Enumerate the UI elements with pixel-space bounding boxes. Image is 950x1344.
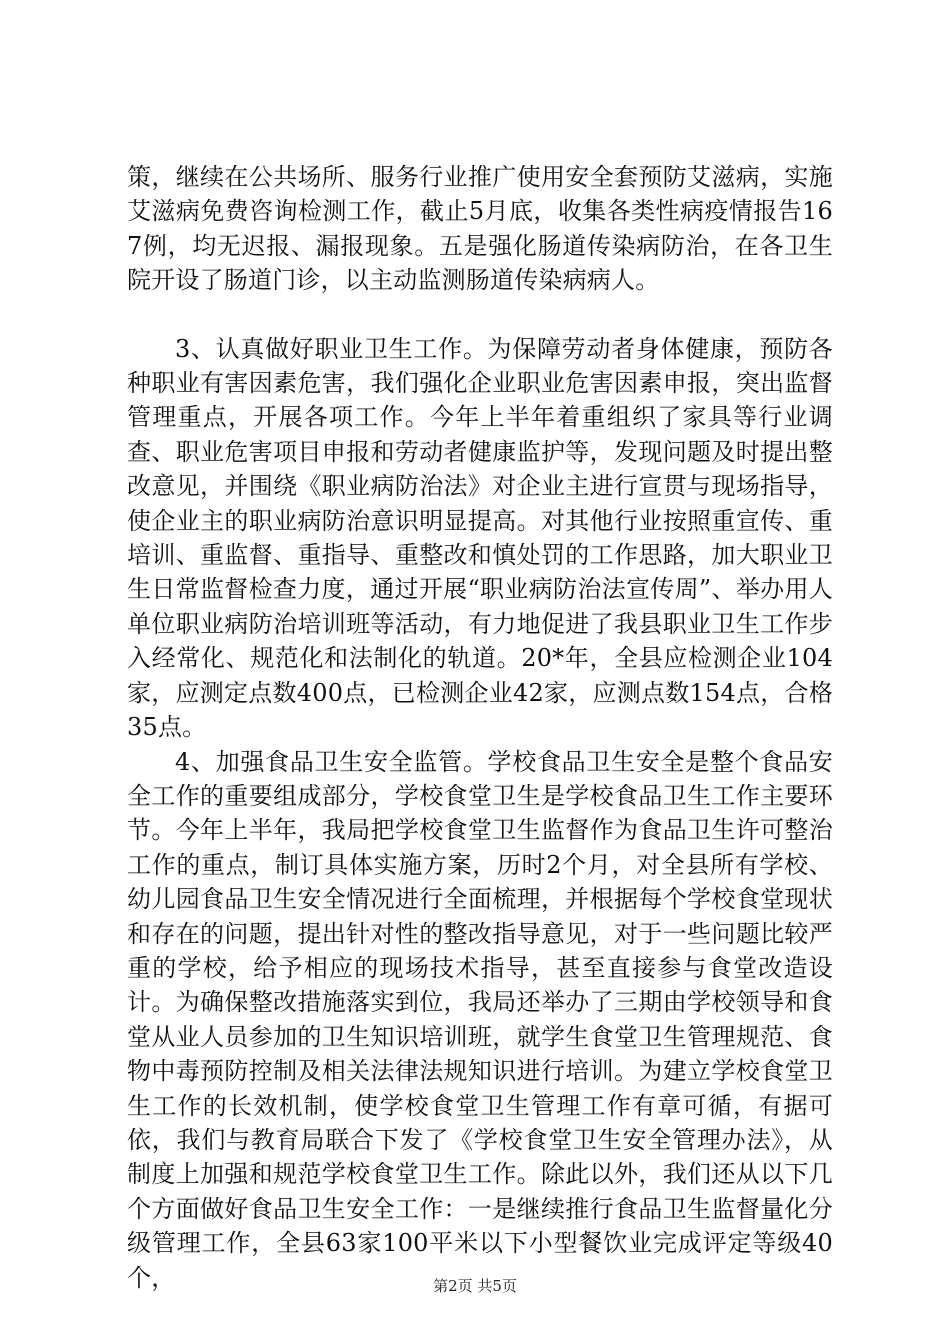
document-body bbox=[127, 160, 833, 1295]
paragraph-occupational-health: 3、认真做好职业卫生工作。为保障劳动者身体健康，预防各种职业有害因素危害，我们强化企业职业危害因素申报，突出监督管理重点，开展各项工作。今年上半年着重组织了家具等行业调查、职业危害项目申报和劳动者健康监护等，发现问题及时提出整改意见，并围绕《职业病防治法》对企业主进行宣贯与现场指导，使企业主的职业病防治意识明显提高。对其他行业按照重宣传、重培训、重监督、重指导、重整改和慎处罚的工作思路，加大职业卫生日常监督检查力度，通过开展“职业病防治法宣传周”、举办用人单位职业病防治培训班等活动，有力地促进了我县职业卫生工作步入经常化、规范化和法制化的轨道。20*年，全县应检测企业104家，应测定点数400点，已检测企业42家，应测点数154点，合格35点。 bbox=[127, 334, 833, 742]
paragraph-food-safety: 4、加强食品卫生安全监管。学校食品卫生安全是整个食品安全工作的重要组成部分，学校食堂卫生是学校食品卫生工作主要环节。今年上半年，我局把学校食堂卫生监督作为食品卫生许可整治工作的重点，制订具体实施方案，历时2个月，对全县所有学校、幼儿园食品卫生安全情况进行全面梳理，并根据每个学校食堂现状和存在的问题，提出针对性的整改指导意见，对于一些问题比较严重的学校，给予相应的现场技术指导，甚至直接参与食堂改造设计。为确保整改措施落实到位，我局还举办了三期由学校领导和食堂从业人员参加的卫生知识培训班，就学生食堂卫生管理规范、食物中毒预防控制及相关法律法规知识进行培训。为建立学校食堂卫生工作的长效机制，使学校食堂卫生管理工作有章可循，有据可依，我们与教育局联合下发了《学校食堂卫生安全管理办法》，从制度上加强和规范学校食堂卫生工作。除此以外，我们还从以下几个方面做好食品卫生安全工作：一是继续推行食品卫生监督量化分级管理工作，全县63家100平米以下小型餐饮业完成评定等级40个， bbox=[127, 747, 833, 1292]
paragraph-spacer bbox=[127, 298, 833, 332]
page-footer: 第2页 共5页 bbox=[433, 1277, 517, 1295]
paragraph-continuation: 策，继续在公共场所、服务行业推广使用安全套预防艾滋病，实施艾滋病免费咨询检测工作，截止5月底，收集各类性病疫情报告167例，均无迟报、漏报现象。五是强化肠道传染病防治，在各卫生院开设了肠道门诊，以主动监测肠道传染病病人。 bbox=[127, 163, 833, 295]
